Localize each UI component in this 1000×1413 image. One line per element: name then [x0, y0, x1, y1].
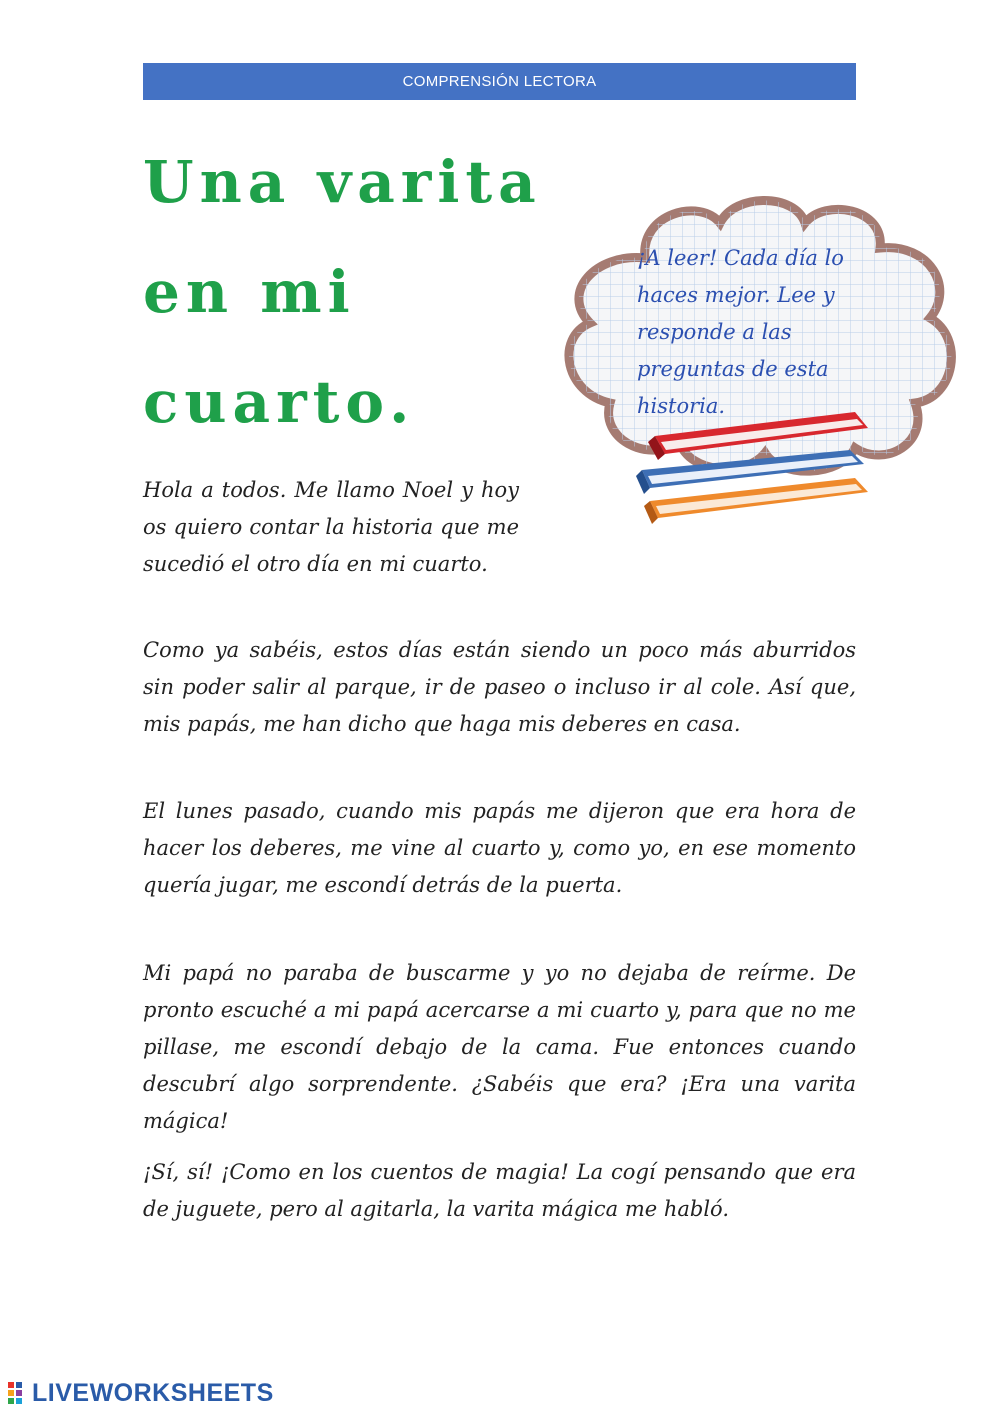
story-paragraph-4: ¡Sí, sí! ¡Como en los cuentos de magia! La cogí pensando que era de juguete, pero al agitarla, la varita mágica me habló. — [143, 1160, 856, 1221]
header-label: COMPRENSIÓN LECTORA — [402, 73, 597, 90]
title-line-3: cuarto. — [143, 368, 416, 436]
story-paragraph-1: Como ya sabéis, estos días están siendo un poco más aburridos sin poder salir al parque, ir de paseo o incluso ir al cole. Así que, mis papás, me han dicho que haga mis deberes en casa. — [143, 638, 856, 736]
liveworksheets-logo — [8, 1378, 274, 1408]
story-paragraph-2: El lunes pasado, cuando mis papás me dijeron que era hora de hacer los deberes, me vine al cuarto y, como yo, en ese momento quería jugar, me escondí detrás de la puerta. — [143, 799, 856, 897]
story-paragraph-3: Mi papá no paraba de buscarme y yo no dejaba de reírme. De pronto escuché a mi papá acercarse a mi cuarto y, para que no me pillase, me escondí debajo de la cama. Fue entonces cuando descubrí algo sorprendente. ¿Sabéis que era? ¡Era una varita mágica! — [143, 961, 856, 1133]
header-bar — [143, 63, 856, 100]
logo-mark-icon — [8, 1380, 32, 1406]
title-line-2: en mi — [143, 258, 356, 326]
footer-brand: LIVEWORKSHEETS — [32, 1378, 274, 1407]
title-line-1: Una varita — [143, 148, 542, 216]
story-intro: Hola a todos. Me llamo Noel y hoy os quiero contar la historia que me sucedió el otro día en mi cuarto. — [143, 478, 519, 576]
cloud-instructions: ¡A leer! Cada día lo haces mejor. Lee y responde a las preguntas de esta historia. — [637, 246, 844, 418]
